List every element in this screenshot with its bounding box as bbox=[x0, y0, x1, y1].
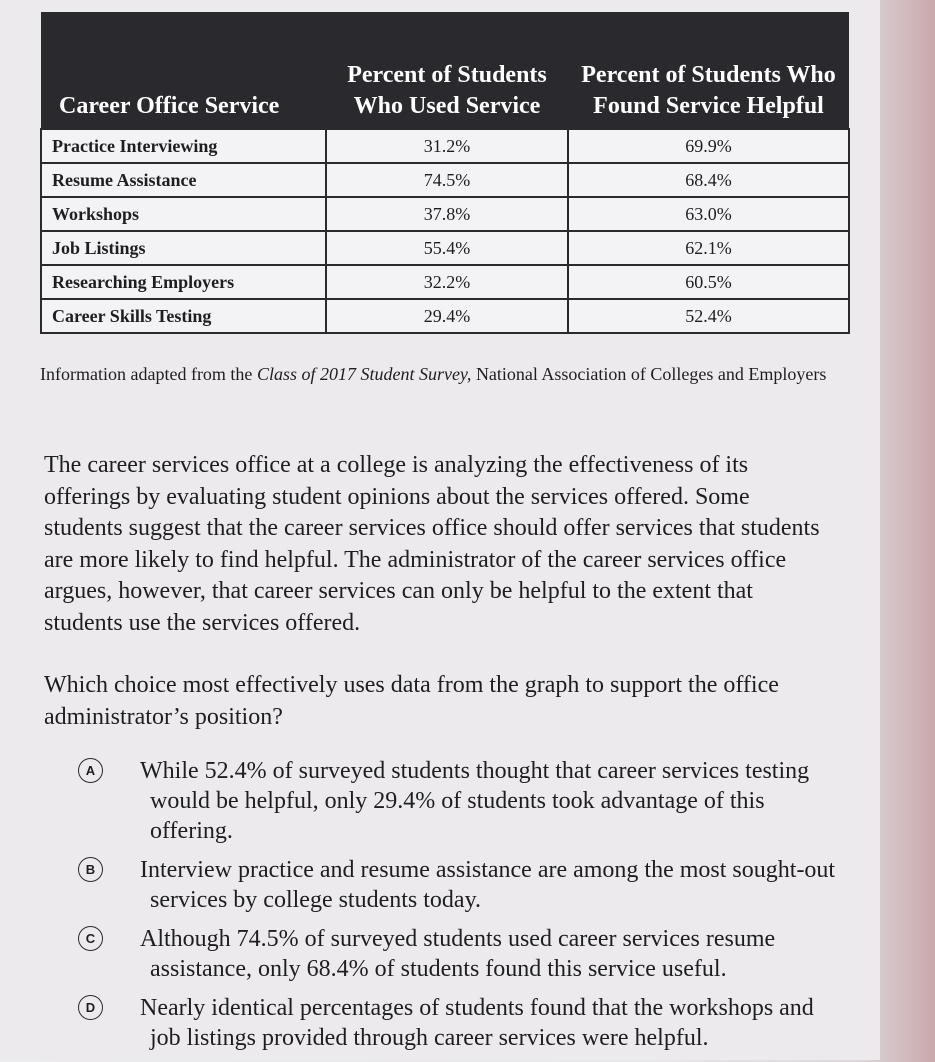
choice-a[interactable] bbox=[85, 756, 840, 846]
cell-used: 29.4% bbox=[326, 299, 568, 333]
choice-d-letter[interactable]: D bbox=[78, 995, 103, 1020]
cell-helpful: 69.9% bbox=[568, 129, 849, 163]
header-used: Percent of Students Who Used Service bbox=[326, 12, 568, 129]
question-stem: Which choice most effectively uses data from the graph to support the office administrator’s position? bbox=[44, 672, 779, 730]
choice-d-text: Nearly identical percentages of students found that the workshops and job listings provided through career services were helpful. bbox=[140, 995, 814, 1051]
cell-used: 74.5% bbox=[326, 163, 568, 197]
choice-a-letter[interactable]: A bbox=[78, 758, 103, 783]
table-row bbox=[41, 265, 849, 299]
choice-c-text: Although 74.5% of surveyed students used career services resume assistance, only 68.4% of students found this service useful. bbox=[140, 926, 776, 982]
choice-b-text: Interview practice and resume assistance are among the most sought-out services by college students today. bbox=[140, 857, 836, 913]
career-services-table bbox=[40, 12, 850, 334]
caption-prefix: Information adapted from the bbox=[40, 364, 257, 384]
cell-used: 55.4% bbox=[326, 231, 568, 265]
source-caption bbox=[40, 362, 840, 386]
choice-b[interactable] bbox=[85, 855, 840, 915]
choice-b-letter[interactable]: B bbox=[78, 857, 103, 882]
cell-used: 32.2% bbox=[326, 265, 568, 299]
choice-d[interactable] bbox=[85, 993, 840, 1053]
cell-helpful: 68.4% bbox=[568, 163, 849, 197]
caption-source-title: Class of 2017 Student Survey, bbox=[256, 364, 472, 384]
cell-service: Career Skills Testing bbox=[41, 299, 326, 333]
table-row bbox=[41, 299, 849, 333]
caption-suffix: National Association of Colleges and Employers bbox=[471, 364, 827, 384]
choice-c[interactable] bbox=[85, 924, 840, 984]
passage-text: The career services office at a college is analyzing the effectiveness of its offerings by evaluating student opinions about the services offered. Some students suggest that the career services office should offer services that students are more likely to find helpful. The administrator of the career services office argues, however, that career services can only be helpful to the extent that students use the services offered. bbox=[44, 452, 820, 636]
answer-choices bbox=[85, 756, 840, 1062]
header-helpful: Percent of Students Who Found Service Helpful bbox=[568, 12, 849, 129]
cell-helpful: 62.1% bbox=[568, 231, 849, 265]
cell-used: 37.8% bbox=[326, 197, 568, 231]
table-row bbox=[41, 129, 849, 163]
header-service: Career Office Service bbox=[41, 12, 326, 129]
cell-helpful: 60.5% bbox=[568, 265, 849, 299]
choice-a-text: While 52.4% of surveyed students thought that career services testing would be helpful, only 29.4% of students took advantage of this offering. bbox=[140, 758, 810, 844]
table-row bbox=[41, 163, 849, 197]
cell-helpful: 63.0% bbox=[568, 197, 849, 231]
choice-c-letter[interactable]: C bbox=[78, 926, 103, 951]
cell-service: Researching Employers bbox=[41, 265, 326, 299]
cell-used: 31.2% bbox=[326, 129, 568, 163]
cell-service: Practice Interviewing bbox=[41, 129, 326, 163]
cell-service: Job Listings bbox=[41, 231, 326, 265]
cell-service: Workshops bbox=[41, 197, 326, 231]
table-row bbox=[41, 231, 849, 265]
cell-service: Resume Assistance bbox=[41, 163, 326, 197]
cell-helpful: 52.4% bbox=[568, 299, 849, 333]
table-row bbox=[41, 197, 849, 231]
table-header-row bbox=[41, 12, 849, 129]
